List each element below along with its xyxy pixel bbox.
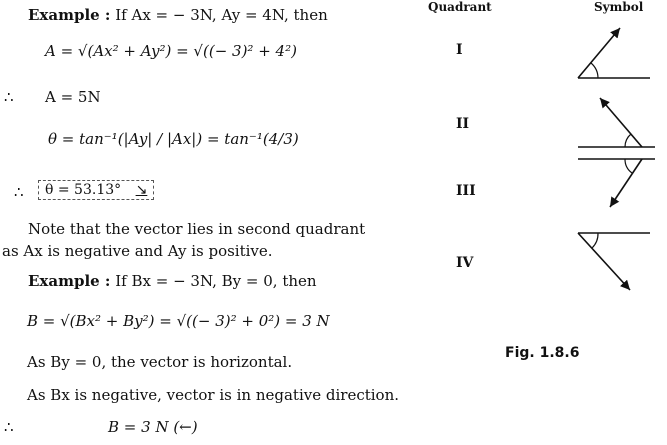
theta-result: θ = 53.13°	[45, 182, 122, 198]
direction-symbol: ↘	[135, 182, 148, 198]
figure-caption: Fig. 1.8.6	[505, 345, 580, 361]
therefore-symbol-3: ∴	[4, 418, 14, 436]
note-line-1: Note that the vector lies in second quadrant	[28, 220, 366, 238]
quadrant-header: Quadrant	[428, 0, 492, 14]
quadrant-label-3: III	[456, 183, 476, 199]
equation-theta: θ = tan⁻¹(|Ay| / |Ax|) = tan⁻¹(4/3)	[48, 130, 299, 148]
note-line-2: as Ax is negative and Ay is positive.	[2, 242, 273, 260]
quadrant-2-symbol	[570, 92, 655, 152]
quadrant-label-4: IV	[456, 255, 474, 271]
example-1-label: Example :	[28, 6, 111, 24]
example-2-line	[28, 272, 317, 290]
quadrant-4-symbol	[570, 228, 650, 298]
line-by-zero: As By = 0, the vector is horizontal.	[27, 353, 293, 371]
equation-b-result: B = 3 N (←)	[108, 418, 198, 436]
therefore-symbol-2: ∴	[14, 183, 24, 201]
symbol-header: Symbol	[594, 0, 644, 14]
line-bx-negative: As Bx is negative, vector is in negative direction.	[27, 386, 400, 404]
example-2-label: Example :	[28, 272, 111, 290]
example-1-line	[28, 6, 328, 24]
quadrant-label-1: I	[456, 42, 463, 58]
quadrant-1-symbol	[570, 20, 650, 85]
therefore-symbol-1: ∴	[4, 88, 14, 106]
example-2-text: If Bx = − 3N, By = 0, then	[115, 272, 317, 290]
equation-a-result: A = 5N	[45, 88, 101, 106]
quadrant-3-symbol	[570, 155, 655, 215]
example-1-text: If Ax = − 3N, Ay = 4N, then	[115, 6, 328, 24]
quadrant-label-2: II	[456, 116, 470, 132]
equation-b: B = √(Bx² + By²) = √((− 3)² + 0²) = 3 N	[27, 312, 330, 330]
equation-a: A = √(Ax² + Ay²) = √((− 3)² + 4²)	[45, 42, 297, 60]
theta-result-box	[38, 180, 154, 200]
